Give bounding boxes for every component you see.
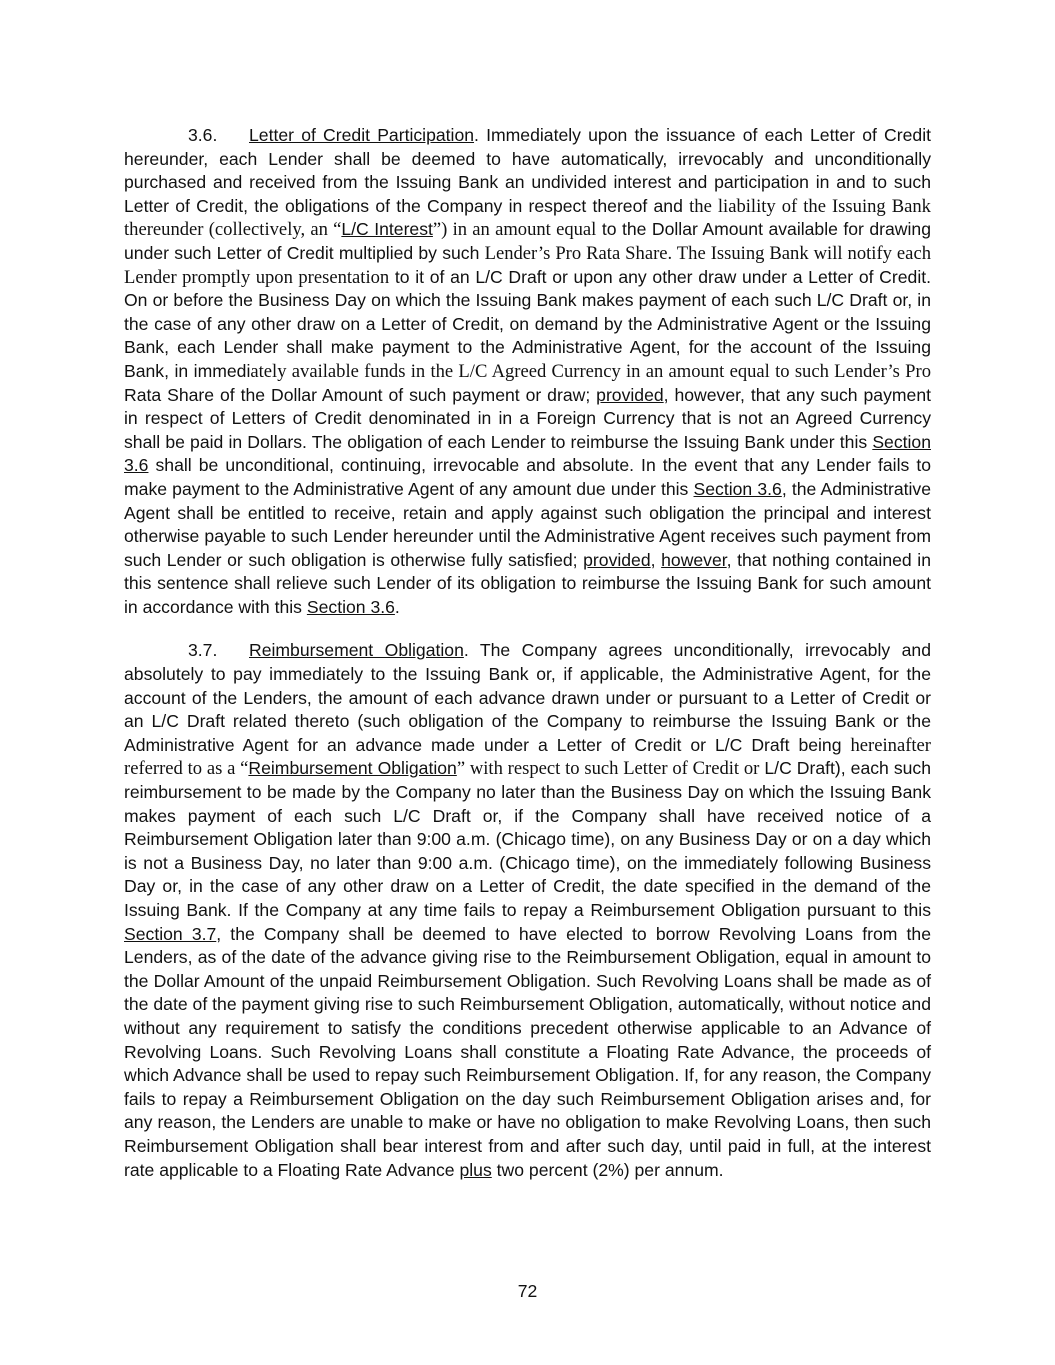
body-text: , however, that any such payment in respect of Letters of Credit denominated in in a Foreign Currency that is not an Agreed Currency shall be paid in Dollars. The obligation of each Lender to reimburse the Issuing Bank under this [124,384,932,452]
section-number: 3.6. [188,125,218,145]
body-text-serif: ately available funds in the L/C Agreed Currency in an amount equal to such Lender’s Pro [250,360,931,382]
section-paragraph [124,639,931,1182]
body-text: , that nothing contained in this sentence shall relieve such Lender of its obligation to reimburse the Issuing Bank for such amount in accordance with this [124,549,931,617]
body-text: to it of an L/C Draft or upon any other draw under a Letter of Credit. On or before the Business Day on which the Issuing Bank makes payment of each such L/C Draft or, in the case of any other draw on a Letter of Credit, on demand by the Administrative Agent or the Issuing Bank, each Lender shall make payment to the Administrative Agent, for the account of the Issuing Bank, in immedi [124,266,932,381]
body-text-serif: hereinafter referred to as a “ [124,734,931,780]
emphasis-underlined: provided [596,384,664,405]
emphasis-underlined: provided [583,549,651,570]
emphasis-underlined: plus [459,1159,492,1180]
section-reference: Section 3.6 [306,596,395,617]
body-text: . [394,596,400,617]
section-3-7 [124,639,931,1182]
body-text: , the Company shall be deemed to have elected to borrow Revolving Loans from the Lenders, as of the date of the advance giving rise to the Reimbursement Obligation, equal in amount to the Dollar Amount of the unpaid Reimbursement Obligation. Such Revolving Loans shall be made as of the date of the payment giving rise to such Reimbursement Obligation, automatically, without notice and without any requirement to satisfy the conditions precedent otherwise applicable to an Advance of Revolving Loans. Such Revolving Loans shall constitute a Floating Rate Advance, the proceeds of which Advance shall be used to repay such Reimbursement Obligation. If, for any reason, the Company fails to repay a Reimbursement Obligation on the day such Reimbursement Obligation arises and, for any reason, the Lenders are unable to make or have no obligation to make Revolving Loans, then such Reimbursement Obligation shall bear interest from and after such day, until paid in full, at the interest rate applicable to a Floating Rate Advance [124,923,931,1180]
body-text: shall be unconditional, continuing, irrevocable and absolute. In the event that any Lender fails to make payment to the Administrative Agent of any amount due under this [124,455,931,499]
section-paragraph [124,124,931,619]
section-reference: Section 3.7 [124,923,217,944]
section-heading: Letter of Credit Participation [249,125,475,145]
section-number: 3.7. [188,640,218,661]
body-text: Rata Share of the Dollar Amount of such payment or draw; [124,384,597,405]
defined-term: L/C Interest [341,219,433,240]
body-text-serif: the liability of the Issuing Bank thereunder (collectively, an “ [124,195,931,241]
body-text: , [650,549,662,570]
body-text: L/C Draft), each such reimbursement to be made by the Company no later than the Business Day on which the Issuing Bank makes payment of each such L/C Draft or, if the Company shall have received notice of a Reimbursement Obligation later than 9:00 a.m. (Chicago time), on any Business Day or on a day which is not a Business Day, no later than 9:00 a.m. (Chicago time), on the immediately following Business Day or, in the case of any other draw on a Letter of Credit, the date specified in the demand of the Issuing Bank. If the Company at any time fails to repay a Reimbursement Obligation pursuant to this [124,758,932,920]
body-text: to the Dollar Amount available for drawing under such Letter of Credit multiplied by such [124,219,931,263]
document-page [124,124,931,1202]
body-text-serif: Lender’s Pro Rata Share. The Issuing Bank will notify each Lender promptly upon presentation [124,242,931,288]
body-text: , the Administrative Agent shall be entitled to receive, retain and apply against such obligation the principal and interest otherwise payable to such Lender hereunder until the Administrative Agent receives such payment from such Lender or such obligation is otherwise fully satisfied; [124,478,932,570]
section-reference: Section 3.6 [124,431,931,476]
section-3-6 [124,124,931,619]
body-text: . The Company agrees unconditionally, irrevocably and absolutely to pay immediately to the Issuing Bank or, if applicable, the Administrative Agent, for the account of the Lenders, the amount of each advance drawn under or pursuant to a Letter of Credit or an L/C Draft related thereto (such obligation of the Company to reimburse the Issuing Bank or the Administrative Agent for an advance made under a Letter of Credit or L/C Draft being [124,640,931,755]
body-text: . Immediately upon the issuance of each Letter of Credit hereunder, each Lender shall be deemed to have automatically, irrevocably and unconditionally purchased and received from the Issuing Bank an undivided interest and participation in and to such Letter of Credit, the obligations of the Company in respect thereof and [124,125,931,216]
section-heading: Reimbursement Obligation [249,640,464,661]
page-number: 72 [517,1281,538,1301]
body-text: two percent (2%) per annum. [491,1159,724,1180]
section-reference: Section 3.6 [693,478,782,499]
body-text-serif: ” with respect to such Letter of Credit or [456,758,760,780]
emphasis-underlined: however [661,549,727,570]
defined-term: Reimbursement Obligation [248,758,457,779]
body-text-serif: ”) in an amount equal [432,219,597,241]
